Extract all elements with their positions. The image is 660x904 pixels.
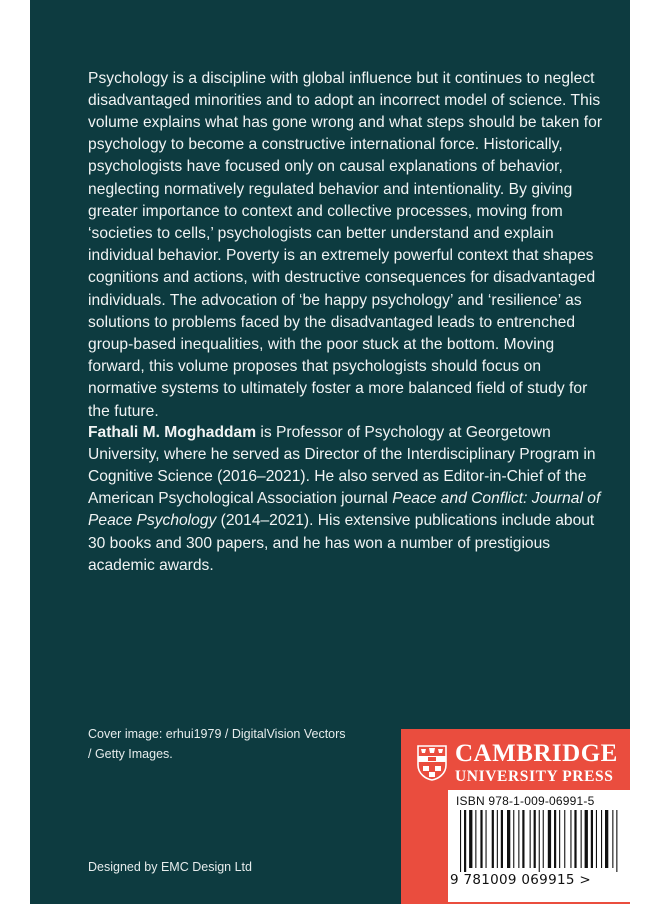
designer-credit: Designed by EMC Design Ltd	[88, 860, 252, 874]
publisher-name: CAMBRIDGE	[455, 740, 618, 767]
author-bio	[88, 422, 608, 577]
barcode-bar	[591, 810, 593, 868]
barcode-bar	[554, 810, 556, 868]
barcode-bar	[492, 810, 494, 868]
barcode-bar	[460, 810, 461, 872]
barcode-bar	[464, 810, 466, 872]
barcode-bar	[543, 810, 544, 868]
barcode-bar	[486, 810, 487, 868]
barcode-bar	[612, 810, 613, 868]
publisher-logo	[417, 741, 618, 785]
journal-title: Peace and Conflict: Journal of Peace Psychology	[88, 490, 601, 530]
isbn-label: ISBN 978-1-009-06991-5	[456, 794, 595, 808]
barcode-bar	[501, 810, 503, 868]
barcode-bar	[548, 810, 551, 868]
author-bio-text-1: is Professor of Psychology at Georgetown University, where he served as Director of the Interdisciplinary Program in Cognitive Science (2016–2021). He also served as Editor-in-Chief of the American Psychological Association journal	[88, 423, 596, 508]
barcode-bar	[475, 810, 476, 868]
barcode-bar	[574, 810, 576, 868]
barcode-bar	[513, 810, 514, 868]
barcode-bar	[605, 810, 608, 868]
barcode-bar	[534, 810, 536, 868]
barcode-bar	[616, 810, 617, 872]
barcode-bar	[522, 810, 524, 868]
barcode-bar	[596, 810, 597, 868]
back-cover	[30, 0, 630, 904]
barcode-bar	[530, 810, 531, 868]
isbn-barcode-panel	[448, 790, 630, 902]
barcode-bar	[539, 810, 540, 872]
isbn-digits: 9 781009 069915 >	[450, 872, 591, 888]
barcode-bar	[518, 810, 519, 868]
barcode-bar	[601, 810, 602, 868]
barcode-bar	[469, 810, 472, 868]
publisher-block	[401, 729, 630, 904]
barcode-bar	[480, 810, 482, 868]
barcode-bar	[564, 810, 565, 868]
publisher-subtitle: UNIVERSITY PRESS	[455, 768, 614, 785]
barcode-bar	[497, 810, 498, 868]
cambridge-crest-icon	[417, 745, 447, 781]
cover-image-credit: Cover image: erhui1979 / DigitalVision Vectors / Getty Images.	[88, 727, 346, 761]
barcode-bar	[570, 810, 571, 868]
barcode-bar	[585, 810, 588, 868]
author-bio-text-2: (2014–2021). His extensive publications include about 30 books and 300 papers, and he has won a number of prestigious academic awards.	[88, 512, 595, 574]
barcode-bar	[507, 810, 510, 868]
barcode-bar	[559, 810, 560, 868]
author-name: Fathali M. Moghaddam	[88, 423, 257, 441]
barcode	[458, 810, 626, 872]
book-blurb: Psychology is a discipline with global influence but it continues to neglect disadvantaged minorities and to adopt an incorrect model of science. This volume explains what has gone wrong and what steps should be taken for psychology to become a constructive international force. Historically, psychologists have focused only on causal explanations of behavior, neglecting normatively regulated behavior and intentionality. By giving greater importance to context and collective processes, moving from ‘societies to cells,’ psychologists can better understand and explain individual behavior. Poverty is an extremely powerful context that shapes cognitions and actions, with destructive consequences for disadvantaged individuals. The advocation of ‘be happy psychology’ and ‘resilience’ as solutions to problems faced by the disadvantaged leads to entrenched group-based inequalities, with the poor stuck at the bottom. Moving forward, this volume proposes that psychologists should focus on normative systems to ultimately foster a more balanced field of study for the future.	[88, 69, 603, 420]
barcode-bar	[581, 810, 582, 868]
